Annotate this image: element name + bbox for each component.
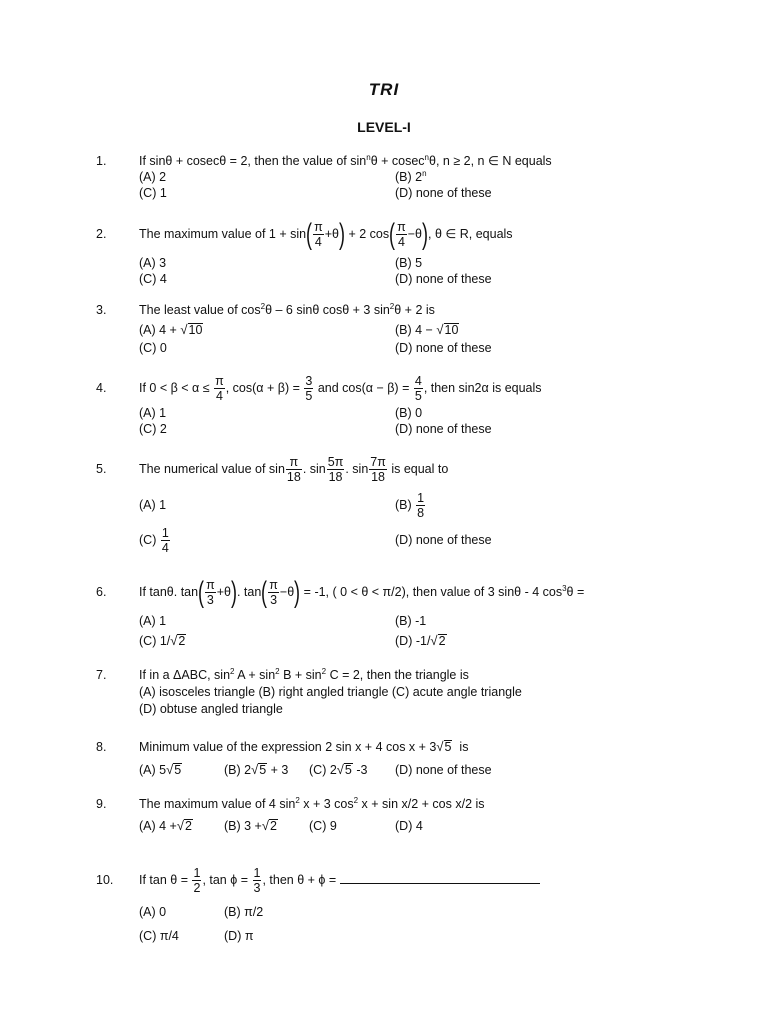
option-c: (C) 2√5 -3 (309, 762, 368, 777)
option-a: (A) 2 (139, 170, 167, 184)
question-number: 5. (96, 462, 107, 476)
question-9-text: The maximum value of 4 $\sin^2 x + 3$ $\cos^2 x + \sin x/2 + \cos x/2$ is (139, 796, 485, 811)
option-c: (C) 2 (139, 422, 167, 436)
option-d: (D) 4 (395, 819, 423, 833)
question-number: 3. (96, 303, 107, 317)
option-c: (C) $\frac{1}{4}$ (139, 526, 169, 556)
option-c: (C) 1/√2 (139, 633, 186, 648)
question-1-text: If sinθ + cosecθ = 2, then the value of $\sin^n\theta + cosec^n\theta$, n ≥ 2, n ∈ N equals (139, 153, 552, 168)
option-c: (C) 4 (139, 272, 167, 286)
option-c: (C) 1 (139, 186, 167, 200)
question-3-text: The least value of $\cos^2\theta - 6$ sinθ cosθ + 3 $\sin^2\theta + 2$ is (139, 302, 435, 317)
question-10-text: If tan θ = $\frac{1}{2}$ , tan ϕ = $\frac{1}{3}$ , then θ + ϕ = (139, 860, 540, 900)
option-a: (A) 4 + √10 (139, 322, 203, 337)
question-5-text: The numerical value of sin $\frac{\pi}{18}$ . sin $\frac{5\pi}{18}$ . sin $\frac{7\pi}{18}$ is equal to (139, 455, 449, 485)
option-d: (D) none of these (395, 533, 492, 547)
question-number: 10. (96, 873, 114, 887)
question-number: 6. (96, 585, 107, 599)
question-number: 7. (96, 668, 107, 682)
option-d: (D) -1/√2 (395, 633, 446, 648)
option-d: (D) none of these (395, 341, 492, 355)
option-a: (A) 4 +√2 (139, 818, 192, 833)
option-d: (D) none of these (395, 272, 492, 286)
question-number: 9. (96, 797, 107, 811)
option-c: (C) 9 (309, 819, 337, 833)
question-4-text: If 0 < β < α ≤ $\frac{\pi}{4}$ , cos(α + β) = $\frac{3}{5}$ and cos(α − β) = $\frac{4}{5}$ , then sin2α is equals (139, 374, 542, 404)
option-b: (B) 4 − √10 (395, 322, 459, 337)
option-c: (C) π/4 (139, 929, 179, 943)
option-b: (B) 0 (395, 406, 423, 420)
option-a: (A) 5√5 (139, 762, 182, 777)
option-d: (D) none of these (395, 422, 492, 436)
question-7-options-line: (A) isosceles triangle (B) right angled triangle (C) acute angle triangle (139, 685, 522, 699)
option-b: (B) 2√5 + 3 (224, 762, 289, 777)
question-7-text: If in a ΔABC, $\sin^2 A + \sin^2 B + \sin^2 C = 2$, then the triangle is (139, 667, 469, 682)
option-b: (B) 5 (395, 256, 423, 270)
question-number: 4. (96, 381, 107, 395)
question-7-option-d: (D) obtuse angled triangle (139, 702, 283, 716)
question-number: 2. (96, 227, 107, 241)
question-number: 1. (96, 154, 107, 168)
option-a: (A) 0 (139, 905, 167, 919)
question-2-text: The maximum value of 1 + sin( $\frac{\pi}{4}$ +θ) + 2 cos( $\frac{\pi}{4}$ −θ), θ ∈ R, equals (139, 217, 513, 251)
option-a: (A) 3 (139, 256, 167, 270)
option-b: (B) $\frac{1}{8}$ (395, 491, 425, 521)
question-number: 8. (96, 740, 107, 754)
option-a: (A) 1 (139, 498, 167, 512)
option-a: (A) 1 (139, 406, 167, 420)
option-b: (B) -1 (395, 614, 427, 628)
option-b: (B) π/2 (224, 905, 264, 919)
option-b: (B) 2$^n$ (395, 169, 427, 184)
page-title: TRI (368, 80, 400, 99)
option-c: (C) 0 (139, 341, 167, 355)
option-d: (D) none of these (395, 186, 492, 200)
option-b: (B) 3 +√2 (224, 818, 277, 833)
level-heading: LEVEL-I (357, 119, 411, 135)
question-8-text: Minimum value of the expression 2 sin x + 4 cos x + 3√5 is (139, 739, 469, 754)
option-d: (D) none of these (395, 763, 492, 777)
option-d: (D) π (224, 929, 254, 943)
option-a: (A) 1 (139, 614, 167, 628)
answer-blank (340, 873, 540, 884)
question-6-text: If tanθ. tan( $\frac{\pi}{3}$ +θ). tan( $\frac{\pi}{3}$ −θ) = -1, ( 0 < θ < π/2), then value of 3 sinθ - 4 $\cos^3\theta$ = (139, 575, 585, 609)
